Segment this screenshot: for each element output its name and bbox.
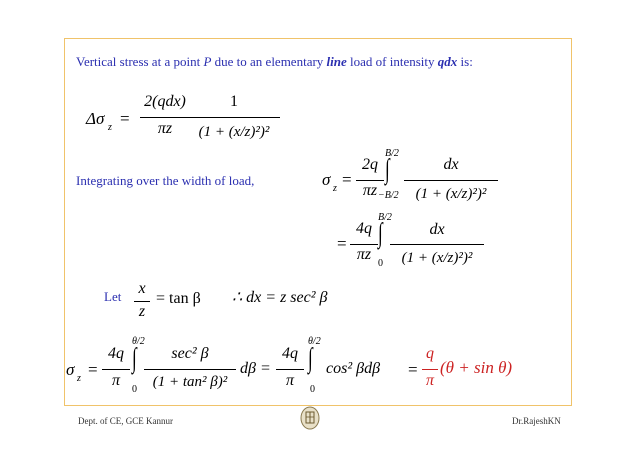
eq4-coef2-bar [276,369,304,370]
let-label: Let [104,289,122,304]
eq3-integral-icon: ∫ [378,218,383,249]
eq4-integral2-icon: ∫ [308,343,313,374]
integrating-label: Integrating over the width of load, [76,173,255,188]
eq2-coef-num: 2q [362,156,378,173]
eq4-int2-lower: 0 [310,384,315,395]
eq4-int-upper: θ/2 [132,336,145,347]
let-tan: = tan β [156,290,201,307]
eq2-coef-den: πz [362,182,378,199]
eq3-eq: = [337,234,347,253]
eq3-coef-num: 4q [356,220,372,237]
intro-before: Vertical stress at a point [76,54,204,69]
eq4-coef2-num: 4q [282,345,298,362]
eq4-coef-bar [102,369,130,370]
eq3-int-num: dx [429,221,445,238]
college-emblem-icon [299,405,321,431]
eq2-int-num: dx [443,156,459,173]
intro-colon: is: [457,54,473,69]
eq4-sub: z [77,373,81,384]
eq4-integral-icon: ∫ [132,343,137,374]
eq3-int-lower: 0 [378,258,383,269]
eq4-dbeta: dβ = [240,360,271,377]
eq1-bar2 [188,117,280,118]
result-paren: (θ + sin θ) [440,358,513,377]
let-z: z [138,303,146,320]
footer-right: Dr.RajeshKN [512,416,561,426]
eq4-int-num: sec² β [171,345,209,362]
eq4-coef2-den: π [285,372,294,389]
eq2-integral-icon: ∫ [385,154,390,185]
eq4-int-lower: 0 [132,384,137,395]
eq4-lhs: σ [66,360,75,379]
eq3-coef-bar [350,244,378,245]
eq1-num2: 1 [230,93,238,110]
result-bar [422,369,438,370]
eq2-int-lower: −B/2 [378,190,399,201]
eq2-eq: = [342,170,352,189]
eq2-int-upper: B/2 [385,148,399,159]
eq1-den2: (1 + (x/z)²)² [198,124,270,140]
result-den: π [425,372,434,389]
eq4-integrand2: cos² βdβ [326,360,381,377]
result-num: q [426,345,434,362]
eq2-int-bar [404,180,498,181]
eq2-lhs: σ [322,170,331,189]
intro-after: load of intensity [346,54,438,69]
eq4-eq-final: = [408,360,418,379]
eq4-int-den: (1 + tan² β)² [152,374,228,390]
let-bar [134,301,150,302]
let-x: x [138,280,146,297]
footer-left: Dept. of CE, GCE Kannur [78,416,173,426]
eq2-sub: z [333,183,337,194]
eq4-int-bar [144,369,236,370]
intro-point: P [203,54,212,69]
eq4-int2-upper: θ/2 [308,336,321,347]
eq3-int-bar [390,244,484,245]
eq2-int-den: (1 + (x/z)²)² [415,186,487,202]
eq4-eq: = [88,360,98,379]
eq1-bar1 [140,117,190,118]
intro-mid: due to an elementary [211,54,327,69]
eq3-int-den: (1 + (x/z)²)² [401,250,473,266]
eq2-coef-bar [356,180,384,181]
eq1-num1: 2(qdx) [144,93,186,110]
eq4-coef-num: 4q [108,345,124,362]
intro-text [76,54,473,70]
eq1-lhs: Δσ [86,109,105,128]
let-therefore: ∴ dx = z sec² β [232,289,328,306]
eq3-coef-den: πz [356,246,372,263]
eq1-den1: πz [157,120,173,137]
intro-qdx: qdx [437,54,458,69]
eq3-int-upper: B/2 [378,212,392,223]
eq4-coef-den: π [111,372,120,389]
intro-line-word: line [326,54,347,69]
eq1-eq: = [120,109,130,128]
eq1-sub: z [108,122,112,133]
